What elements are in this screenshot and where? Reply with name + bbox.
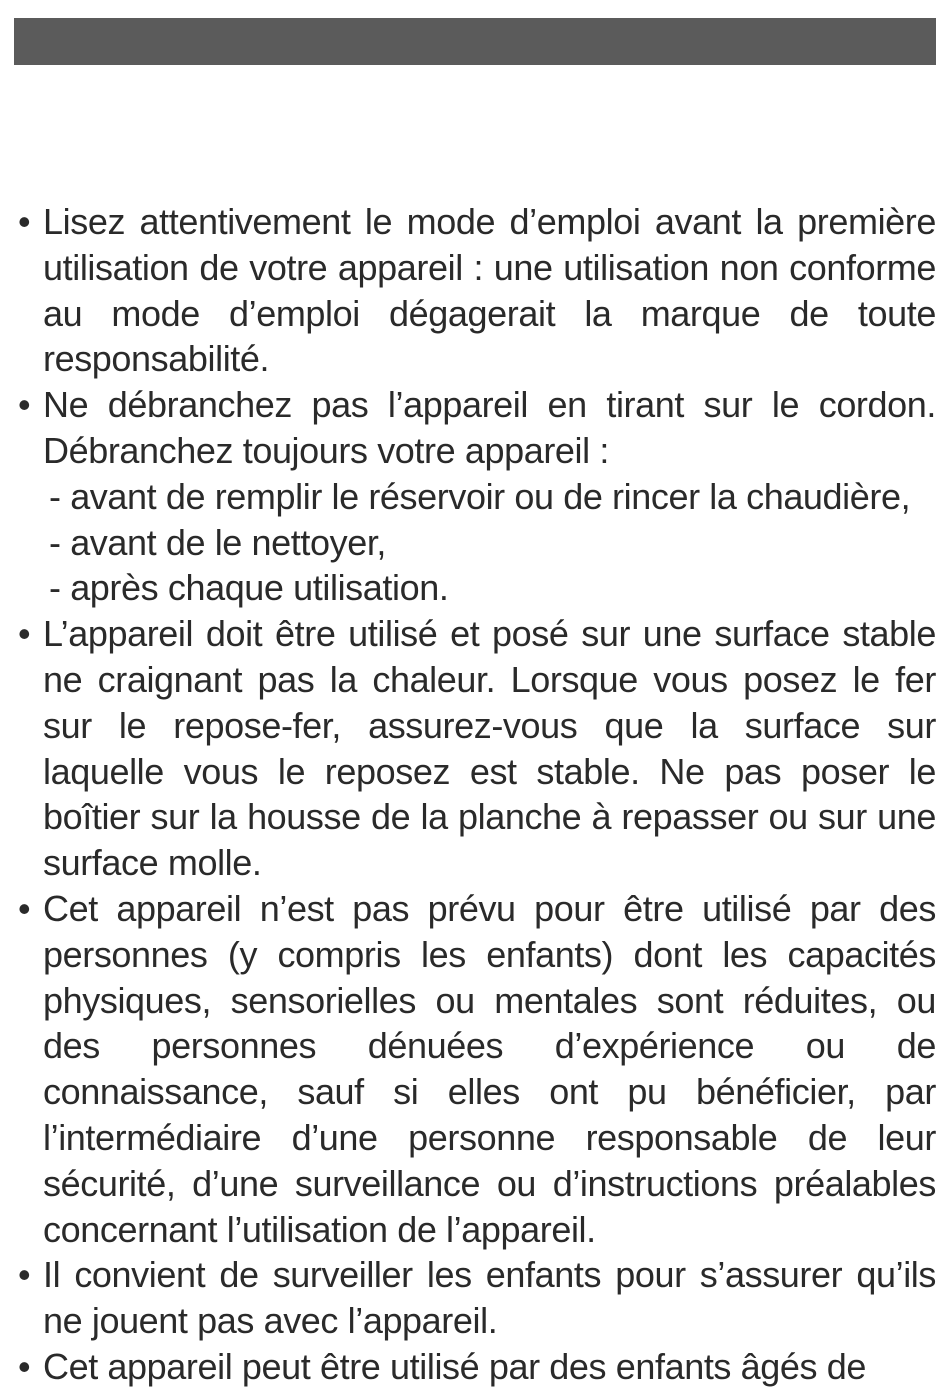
list-item [14, 1344, 936, 1390]
bullet-icon: • [18, 201, 31, 242]
bullet-icon: • [18, 1345, 31, 1387]
item-text: Il convient de surveiller les enfants pour s’assurer qu’ils ne jouent pas avec l’appareil. [43, 1254, 936, 1342]
list-item [14, 611, 936, 886]
safety-instructions [14, 199, 936, 1390]
header-bar [14, 18, 936, 65]
item-text: Lisez attentivement le mode d’emploi avant la première utilisation de votre appareil : une utilisation non conforme au mode d’emploi dégagerait la marque de toute responsabilité. [43, 201, 936, 380]
item-text: Cet appareil peut être utilisé par des enfants âgés de [43, 1345, 866, 1387]
item-text: Cet appareil n’est pas prévu pour être utilisé par des personnes (y compris les enfants) dont les capacités physiques, sensorielles ou mentales sont réduites, ou des personnes dénuées d’expérience ou de connaissance, sauf si elles ont pu bénéficier, par l’intermédiaire d’une personne responsable de leur sécurité, d’une surveillance ou d’instructions préalables concernant l’utilisation de l’appareil. [43, 887, 936, 1250]
list-item [14, 199, 936, 382]
sub-item: - après chaque utilisation. [49, 567, 449, 609]
bullet-icon: • [18, 887, 31, 929]
list-item [14, 886, 936, 1252]
item-text: L’appareil doit être utilisé et posé sur une surface stable ne craignant pas la chaleur. Lorsque vous posez le fer sur le repose-fer, assurez-vous que la surface sur laquelle vous le reposez est stable. Ne pas poser le boîtier sur la housse de la planche à repasser ou sur une surface molle. [43, 613, 936, 884]
sub-item: - avant de remplir le réservoir ou de rincer la chaudière, [49, 475, 911, 517]
sub-item: - avant de le nettoyer, [49, 521, 387, 563]
bullet-icon: • [18, 1254, 31, 1296]
bullet-icon: • [18, 613, 31, 655]
list-item [14, 382, 936, 611]
item-text: Ne débranchez pas l’appareil en tirant sur le cordon. Débranchez toujours votre appareil : [43, 384, 936, 471]
bullet-icon: • [18, 384, 31, 426]
list-item [14, 1252, 936, 1344]
